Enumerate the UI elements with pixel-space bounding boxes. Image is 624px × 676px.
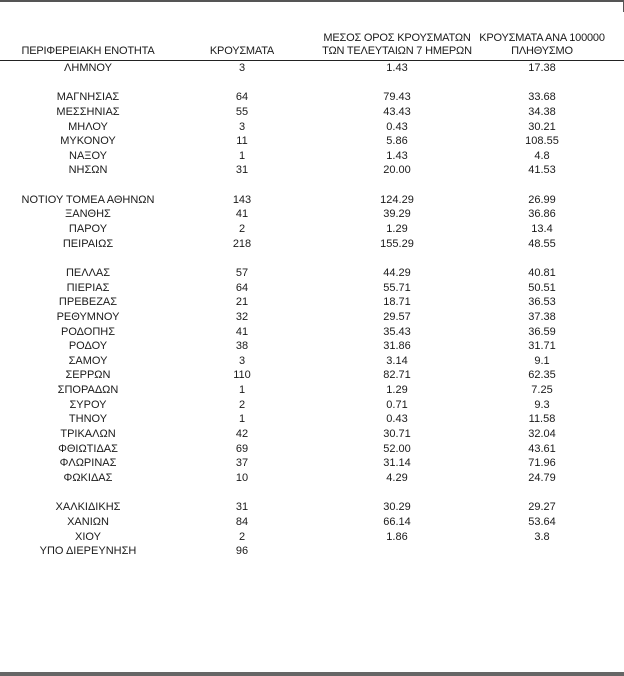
cell-seven-day-average: 18.71 [383, 296, 411, 309]
cell-region-name: ΝΟΤΙΟΥ ΤΟΜΕΑ ΑΘΗΝΩΝ [21, 193, 155, 206]
cell-region-name: ΠΑΡΟΥ [68, 223, 108, 236]
cell-region-name: ΣΠΟΡΑΔΩΝ [57, 384, 119, 397]
cell-cases-per-100k: 4.8 [534, 149, 550, 162]
cell-cases-per-100k: 40.81 [528, 266, 556, 279]
cell-region-name: ΣΥΡΟΥ [69, 398, 107, 411]
header-cases-per-100k-line2: ΠΛΗΘΥΣΜΟ [511, 45, 573, 57]
table-row [0, 222, 624, 237]
cell-cases-per-100k: 17.38 [528, 62, 556, 74]
table-row [0, 61, 624, 76]
table-row [0, 456, 624, 471]
cell-cases: 1 [238, 149, 246, 162]
cell-seven-day-average: 0.43 [386, 413, 408, 426]
cell-cases: 31 [235, 501, 249, 514]
cell-seven-day-average: 1.29 [386, 223, 408, 236]
cell-region-name: ΜΑΓΝΗΣΙΑΣ [56, 91, 120, 104]
cell-seven-day-average: 0.71 [386, 398, 408, 411]
cell-cases: 31 [235, 164, 249, 177]
table-row [0, 310, 624, 325]
cell-cases: 55 [235, 105, 249, 118]
cell-cases: 3 [238, 120, 246, 133]
table-row [0, 281, 624, 296]
cell-cases-per-100k: 29.27 [528, 501, 556, 514]
spacer-row [0, 486, 624, 501]
cell-seven-day-average: 1.43 [386, 149, 408, 162]
cell-region-name: ΠΙΕΡΙΑΣ [66, 281, 110, 294]
cell-seven-day-average: 3.14 [386, 354, 408, 367]
cell-cases: 2 [238, 223, 246, 236]
cell-cases: 10 [235, 471, 249, 484]
cell-region-name: ΣΕΡΡΩΝ [65, 369, 111, 382]
table-row [0, 325, 624, 340]
cell-cases: 21 [235, 296, 249, 309]
cell-cases: 218 [232, 237, 252, 250]
table-row [0, 530, 624, 545]
cell-seven-day-average: 66.14 [383, 515, 411, 528]
cell-cases: 64 [235, 281, 249, 294]
cell-seven-day-average: 4.29 [386, 471, 408, 484]
cell-cases: 32 [235, 310, 249, 323]
cell-cases-per-100k: 50.51 [528, 281, 556, 294]
header-regional-unit: ΠΕΡΙΦΕΡΕΙΑΚΗ ΕΝΟΤΗΤΑ [21, 45, 155, 57]
cell-seven-day-average: 52.00 [383, 442, 411, 455]
cell-cases: 2 [238, 398, 246, 411]
table-row [0, 368, 624, 383]
table-row [0, 515, 624, 530]
top-border [0, 0, 624, 2]
cell-cases-per-100k: 43.61 [528, 442, 556, 455]
cell-region-name: ΞΑΝΘΗΣ [65, 208, 111, 221]
cell-region-name: ΝΗΣΩΝ [68, 164, 108, 177]
cell-region-name: ΦΛΩΡΙΝΑΣ [59, 457, 117, 470]
table-row [0, 266, 624, 281]
cell-seven-day-average: 29.57 [383, 310, 411, 323]
cell-cases-per-100k: 48.55 [528, 237, 556, 250]
cell-cases-per-100k: 53.64 [528, 515, 556, 528]
table-row [0, 398, 624, 413]
cell-seven-day-average: 39.29 [383, 208, 411, 221]
cell-cases-per-100k: 36.53 [528, 296, 556, 309]
cell-cases-per-100k: 36.86 [528, 208, 556, 221]
cell-region-name: ΤΗΝΟΥ [68, 413, 108, 426]
cell-cases-per-100k: 30.21 [528, 120, 556, 133]
cell-seven-day-average: 55.71 [383, 281, 411, 294]
cell-cases: 57 [235, 266, 249, 279]
cell-cases-per-100k: 3.8 [534, 530, 550, 543]
cell-cases-per-100k: 71.96 [528, 457, 556, 470]
table-row [0, 105, 624, 120]
cell-region-name: ΦΩΚΙΔΑΣ [63, 471, 113, 484]
spacer-row [0, 178, 624, 193]
cell-seven-day-average: 82.71 [383, 369, 411, 382]
cell-cases-per-100k: 37.38 [528, 310, 556, 323]
cell-cases-per-100k: 36.59 [528, 325, 556, 338]
cell-region-name: ΧΙΟΥ [75, 530, 101, 543]
table-row [0, 500, 624, 515]
table-row [0, 442, 624, 457]
cell-seven-day-average: 35.43 [383, 325, 411, 338]
cell-seven-day-average: 1.29 [386, 384, 408, 397]
header-cases: ΚΡΟΥΣΜΑΤΑ [209, 45, 275, 57]
cell-seven-day-average: 31.14 [383, 457, 411, 470]
cell-region-name: ΜΥΚΟΝΟΥ [60, 135, 116, 148]
table-row [0, 149, 624, 164]
cell-cases-per-100k: 9.3 [534, 398, 550, 411]
cell-cases: 2 [238, 530, 246, 543]
table-row [0, 427, 624, 442]
cell-seven-day-average: 5.86 [386, 135, 408, 148]
table-row [0, 295, 624, 310]
cell-cases-per-100k: 13.4 [531, 223, 553, 236]
cell-seven-day-average: 44.29 [383, 266, 411, 279]
cell-cases: 96 [235, 545, 249, 558]
table-row [0, 163, 624, 178]
table-row [0, 237, 624, 252]
cell-cases: 3 [238, 62, 246, 74]
cell-region-name: ΧΑΛΚΙΔΙΚΗΣ [55, 501, 121, 514]
cell-cases-per-100k: 62.35 [528, 369, 556, 382]
table-row [0, 207, 624, 222]
cell-seven-day-average: 31.86 [383, 340, 411, 353]
cell-cases: 84 [235, 515, 249, 528]
table-body [0, 61, 624, 559]
cell-region-name: ΜΗΛΟΥ [68, 120, 108, 133]
cell-seven-day-average: 43.43 [383, 105, 411, 118]
cell-cases-per-100k: 9.1 [534, 354, 550, 367]
table-row [0, 193, 624, 208]
cell-cases: 37 [235, 457, 249, 470]
cell-region-name: ΠΕΛΛΑΣ [65, 266, 111, 279]
table-row [0, 383, 624, 398]
table-row [0, 339, 624, 354]
cell-region-name: ΠΕΙΡΑΙΩΣ [62, 237, 114, 250]
cell-cases: 1 [238, 413, 246, 426]
cell-cases-per-100k: 24.79 [528, 471, 556, 484]
cell-cases: 11 [236, 135, 248, 148]
spacer-row [0, 251, 624, 266]
cell-cases: 110 [233, 369, 251, 382]
cell-seven-day-average: 124.29 [380, 193, 414, 206]
spacer-row [0, 76, 624, 91]
cell-region-name: ΥΠΟ ΔΙΕΡΕΥΝΗΣΗ [39, 545, 137, 558]
cell-cases: 41 [235, 208, 249, 221]
cell-cases-per-100k: 31.71 [528, 340, 556, 353]
table-row [0, 354, 624, 369]
cell-region-name: ΠΡΕΒΕΖΑΣ [58, 296, 118, 309]
cell-region-name: ΛΗΜΝΟΥ [64, 62, 112, 74]
cell-seven-day-average: 30.29 [383, 501, 411, 514]
cell-cases: 3 [238, 354, 246, 367]
cell-cases: 1 [238, 384, 246, 397]
header-7day-average-line2: ΤΩΝ ΤΕΛΕΥΤΑΙΩΝ 7 ΗΜΕΡΩΝ [322, 45, 472, 57]
header-7day-average-line1: ΜΕΣΟΣ ΟΡΟΣ ΚΡΟΥΣΜΑΤΩΝ [323, 32, 471, 44]
cell-region-name: ΡΟΔΟΠΗΣ [60, 325, 116, 338]
cell-seven-day-average: 30.71 [383, 428, 411, 441]
cell-region-name: ΝΑΞΟΥ [69, 149, 107, 162]
cell-region-name: ΣΑΜΟΥ [68, 354, 108, 367]
cell-region-name: ΧΑΝΙΩΝ [67, 515, 109, 528]
cell-cases-per-100k: 34.38 [528, 105, 556, 118]
cell-cases-per-100k: 11.58 [528, 413, 556, 426]
cell-cases: 42 [235, 428, 249, 441]
cell-cases: 143 [232, 193, 252, 206]
cell-seven-day-average: 1.43 [386, 62, 408, 74]
cell-seven-day-average: 1.86 [386, 530, 408, 543]
cell-region-name: ΡΟΔΟΥ [68, 340, 108, 353]
cell-cases-per-100k: 7.25 [531, 384, 553, 397]
cell-cases: 41 [235, 325, 249, 338]
cell-cases-per-100k: 33.68 [528, 91, 556, 104]
table-row [0, 90, 624, 105]
table-row [0, 471, 624, 486]
table-header [0, 22, 624, 60]
cell-cases-per-100k: 41.53 [528, 164, 556, 177]
cell-region-name: ΜΕΣΣΗΝΙΑΣ [56, 105, 120, 118]
table-row [0, 544, 624, 559]
table-row [0, 120, 624, 135]
header-cases-per-100k [460, 32, 624, 58]
cell-region-name: ΦΘΙΩΤΙΔΑΣ [58, 442, 118, 455]
cell-cases: 64 [235, 91, 249, 104]
cell-seven-day-average: 20.00 [383, 164, 411, 177]
bottom-border [0, 672, 624, 676]
cell-seven-day-average: 0.43 [386, 120, 408, 133]
cell-cases-per-100k: 108.55 [525, 135, 559, 148]
cell-cases: 38 [235, 340, 249, 353]
table-row [0, 134, 624, 149]
cell-seven-day-average: 79.43 [383, 91, 411, 104]
table-row [0, 412, 624, 427]
header-cases-per-100k-line1: ΚΡΟΥΣΜΑΤΑ ΑΝΑ 100000 [479, 32, 605, 44]
cell-cases-per-100k: 32.04 [528, 428, 556, 441]
cell-region-name: ΡΕΘΥΜΝΟΥ [56, 310, 120, 323]
cell-cases: 69 [235, 442, 249, 455]
cell-cases-per-100k: 26.99 [528, 193, 556, 206]
cell-region-name: ΤΡΙΚΑΛΩΝ [60, 428, 116, 441]
cell-seven-day-average: 155.29 [380, 237, 414, 250]
